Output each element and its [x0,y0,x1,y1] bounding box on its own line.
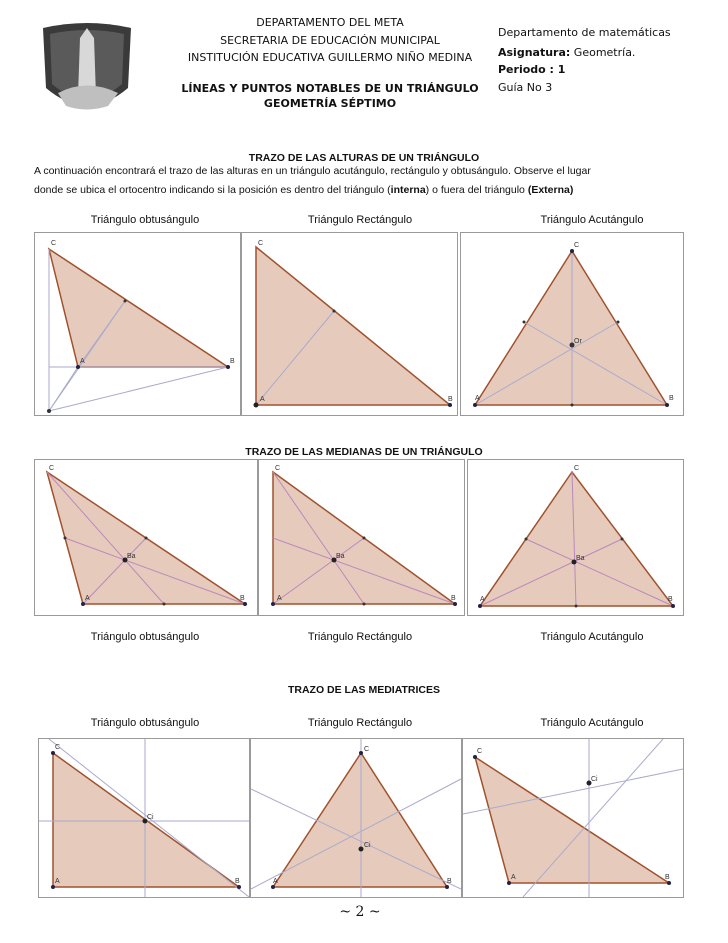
section-bisectors-title: TRAZO DE LAS MEDIATRICES [287,684,441,696]
doc-subtitle: GEOMETRÍA SÉPTIMO [263,97,397,110]
vertex-a: A [80,358,85,365]
vertex-a: A [475,395,480,402]
circumcenter-label: Ci [147,814,154,821]
header-guide: Guía No 3 [498,81,553,94]
instructions-text-a: donde se ubica el ortocentro indicando si la posición es dentro del triángulo ( [34,184,391,196]
school-logo [38,18,136,122]
subject-label: Asignatura: [498,46,571,59]
vertex-c: C [49,465,55,472]
label-obtuse-2: Triángulo obtusángulo [90,631,200,643]
header-math-dept: Departamento de matemáticas [498,26,671,39]
vertex-b: B [665,874,670,881]
vertex-a: A [85,595,90,602]
vertex-a: A [277,595,282,602]
label-acute-2: Triángulo Acutángulo [540,631,644,643]
subject-value: Geometría. [573,46,636,59]
orthocenter-label: Or [574,338,582,345]
vertex-c: C [275,465,281,472]
vertex-b: B [451,595,456,602]
header-subject [498,45,635,61]
altitude-acute-figure [460,232,684,416]
circumcenter-label: Ci [591,776,598,783]
header-secretary: SECRETARIA DE EDUCACIÓN MUNICIPAL [220,34,440,47]
vertex-b: B [447,878,452,885]
vertex-c: C [258,240,264,247]
label-obtuse-3: Triángulo obtusángulo [90,717,200,729]
label-right-3: Triángulo Rectángulo [307,717,413,729]
vertex-c: C [51,240,57,247]
centroid-label: Ba [127,553,136,560]
circumcenter-label: Ci [364,842,371,849]
altitude-obtuse-figure [34,232,241,416]
vertex-b: B [669,395,674,402]
header-period: Periodo : 1 [498,63,566,76]
vertex-a: A [511,874,516,881]
vertex-a: A [55,878,60,885]
altitude-right-figure [241,232,458,416]
median-acute-figure [467,459,684,616]
centroid-label: Ba [576,555,585,562]
label-right-2: Triángulo Rectángulo [307,631,413,643]
median-right-figure [258,459,465,616]
instructions-internal: interna [390,184,426,196]
centroid-label: Ba [336,553,345,560]
vertex-b: B [235,878,240,885]
bisector-right-figure [250,738,462,898]
vertex-c: C [574,242,580,249]
doc-title: LÍNEAS Y PUNTOS NOTABLES DE UN TRIÁNGULO [181,82,479,95]
label-right-1: Triángulo Rectángulo [307,214,413,226]
vertex-b: B [240,595,245,602]
vertex-b: B [668,596,673,603]
header-institution: INSTITUCIÓN EDUCATIVA GUILLERMO NIÑO MEDINA [187,51,473,64]
instructions-line-1: A continuación encontrará el trazo de las alturas en un triángulo acutángulo, rectángulo y obtusángulo. Observe el lugar [34,165,591,177]
instructions-line-2 [34,181,694,200]
vertex-a: A [273,878,278,885]
vertex-c: C [574,465,580,472]
page-number: ~ 2 ~ [339,904,381,920]
label-obtuse-1: Triángulo obtusángulo [90,214,200,226]
instructions-text-b: ) o fuera del triángulo [425,184,528,196]
vertex-a: A [480,596,485,603]
vertex-b: B [230,358,235,365]
header-department: DEPARTAMENTO DEL META [256,16,404,29]
median-obtuse-figure [34,459,258,616]
section-medians-title: TRAZO DE LAS MEDIANAS DE UN TRIÁNGULO [245,446,483,458]
vertex-a: A [260,396,265,403]
bisector-obtuse-figure [38,738,250,898]
vertex-c: C [364,746,370,753]
label-acute-1: Triángulo Acutángulo [540,214,644,226]
instructions-external: (Externa) [527,184,574,196]
section-altitudes-title: TRAZO DE LAS ALTURAS DE UN TRIÁNGULO [248,152,480,164]
vertex-c: C [55,744,61,751]
bisector-acute-figure [462,738,684,898]
vertex-b: B [448,396,453,403]
label-acute-3: Triángulo Acutángulo [540,717,644,729]
vertex-c: C [477,748,483,755]
